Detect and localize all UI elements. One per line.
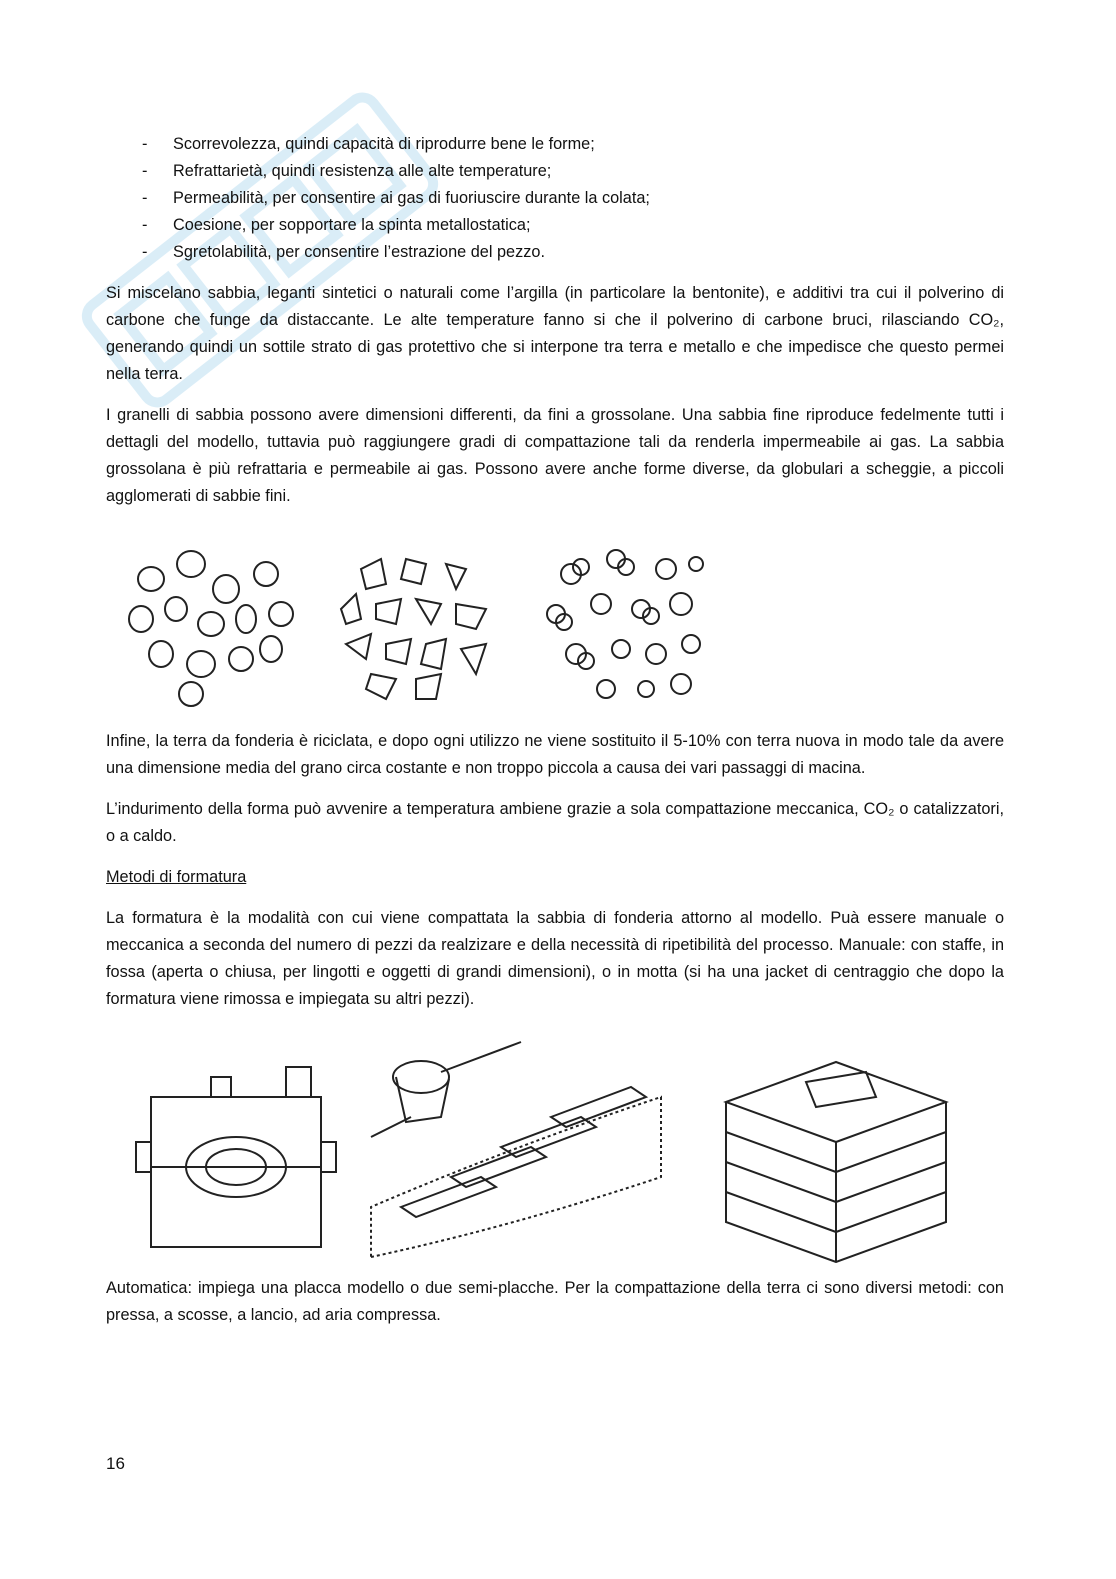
paragraph-hardening: L’indurimento della forma può avvenire a temperatura ambiene grazie a sola compattazione meccanica, CO₂ o catalizzatori, o a caldo. — [106, 800, 1004, 845]
section-heading: Metodi di formatura — [106, 868, 247, 886]
list-item: - Permeabilità, per consentire ai gas di fuoriuscire durante la colata; — [142, 189, 650, 207]
stacked-flask-drawing — [726, 1062, 946, 1262]
paragraph-automatic: Automatica: impiega una placca modello o due semi-placche. Per la compattazione della terra ci sono diversi metodi: con pressa, a scosse, a lancio, ad aria compressa. — [106, 1279, 1004, 1324]
list-item: - Coesione, per sopportare la spinta metallostatica; — [142, 216, 531, 234]
paragraph-mixture: Si miscelano sabbia, leganti sintetici o naturali come l’argilla (in particolare la bentonite), e additivi tra cui il polverino di carbone che funge da distaccante. Le alte temperature fanno si che il polverino di carbone bruci, rilasciando CO₂, generando quindi un sottile strato di gas protettivo che si interpone tra terra e metallo e che impedisce che questo permei nella terra. — [106, 284, 1004, 383]
forming-methods-figure — [106, 1027, 1004, 1263]
forming-illustration — [106, 1027, 1004, 1263]
globular-grains — [129, 551, 293, 706]
list-item: - Sgretolabilità, per consentire l’estrazione del pezzo. — [142, 243, 545, 261]
agglomerated-grains — [547, 550, 703, 698]
flask-mold-drawing — [136, 1067, 336, 1247]
paragraph-recycling: Infine, la terra da fonderia è riciclata, e dopo ogni utilizzo ne viene sostituito il 5-10% con terra nuova in modo tale da avere una dimensione media del grano circa costante e non troppo piccola a causa dei vari passaggi di macina. — [106, 732, 1004, 777]
pit-molding-drawing — [371, 1042, 661, 1257]
document-page — [106, 131, 1004, 1343]
sand-grain-shapes-figure — [106, 524, 1004, 714]
properties-list — [106, 131, 1004, 266]
angular-grains — [341, 559, 486, 699]
list-item: - Refrattarietà, quindi resistenza alle alte temperature; — [142, 162, 552, 180]
list-item: - Scorrevolezza, quindi capacità di riprodurre bene le forme; — [142, 135, 595, 153]
sand-grains-illustration — [106, 524, 1004, 714]
paragraph-forming: La formatura è la modalità con cui viene compattata la sabbia di fonderia attorno al modello. Puà essere manuale o meccanica a seconda del numero di pezzi da realzizare e della necessità di ripetibilità del processo. Manuale: con staffe, in fossa (aperta o chiusa, per lingotti e oggetti di grandi dimensioni), o in motta (si ha una jacket di centraggio che dopo la formatura viene rimossa e impiegata su altri pezzi). — [106, 909, 1004, 1008]
page-number: 16 — [106, 1454, 125, 1473]
paragraph-grain-size: I granelli di sabbia possono avere dimensioni differenti, da fini a grossolane. Una sabbia fine riproduce fedelmente tutti i dettagli del modello, tuttavia può raggiungere gradi di compattazione tali da renderla impermeabile ai gas. La sabbia grossolana è più refrattaria e permeabile ai gas. Possono avere anche forme diverse, da globulari a scheggie, a piccoli agglomerati di sabbie fini. — [106, 406, 1004, 505]
